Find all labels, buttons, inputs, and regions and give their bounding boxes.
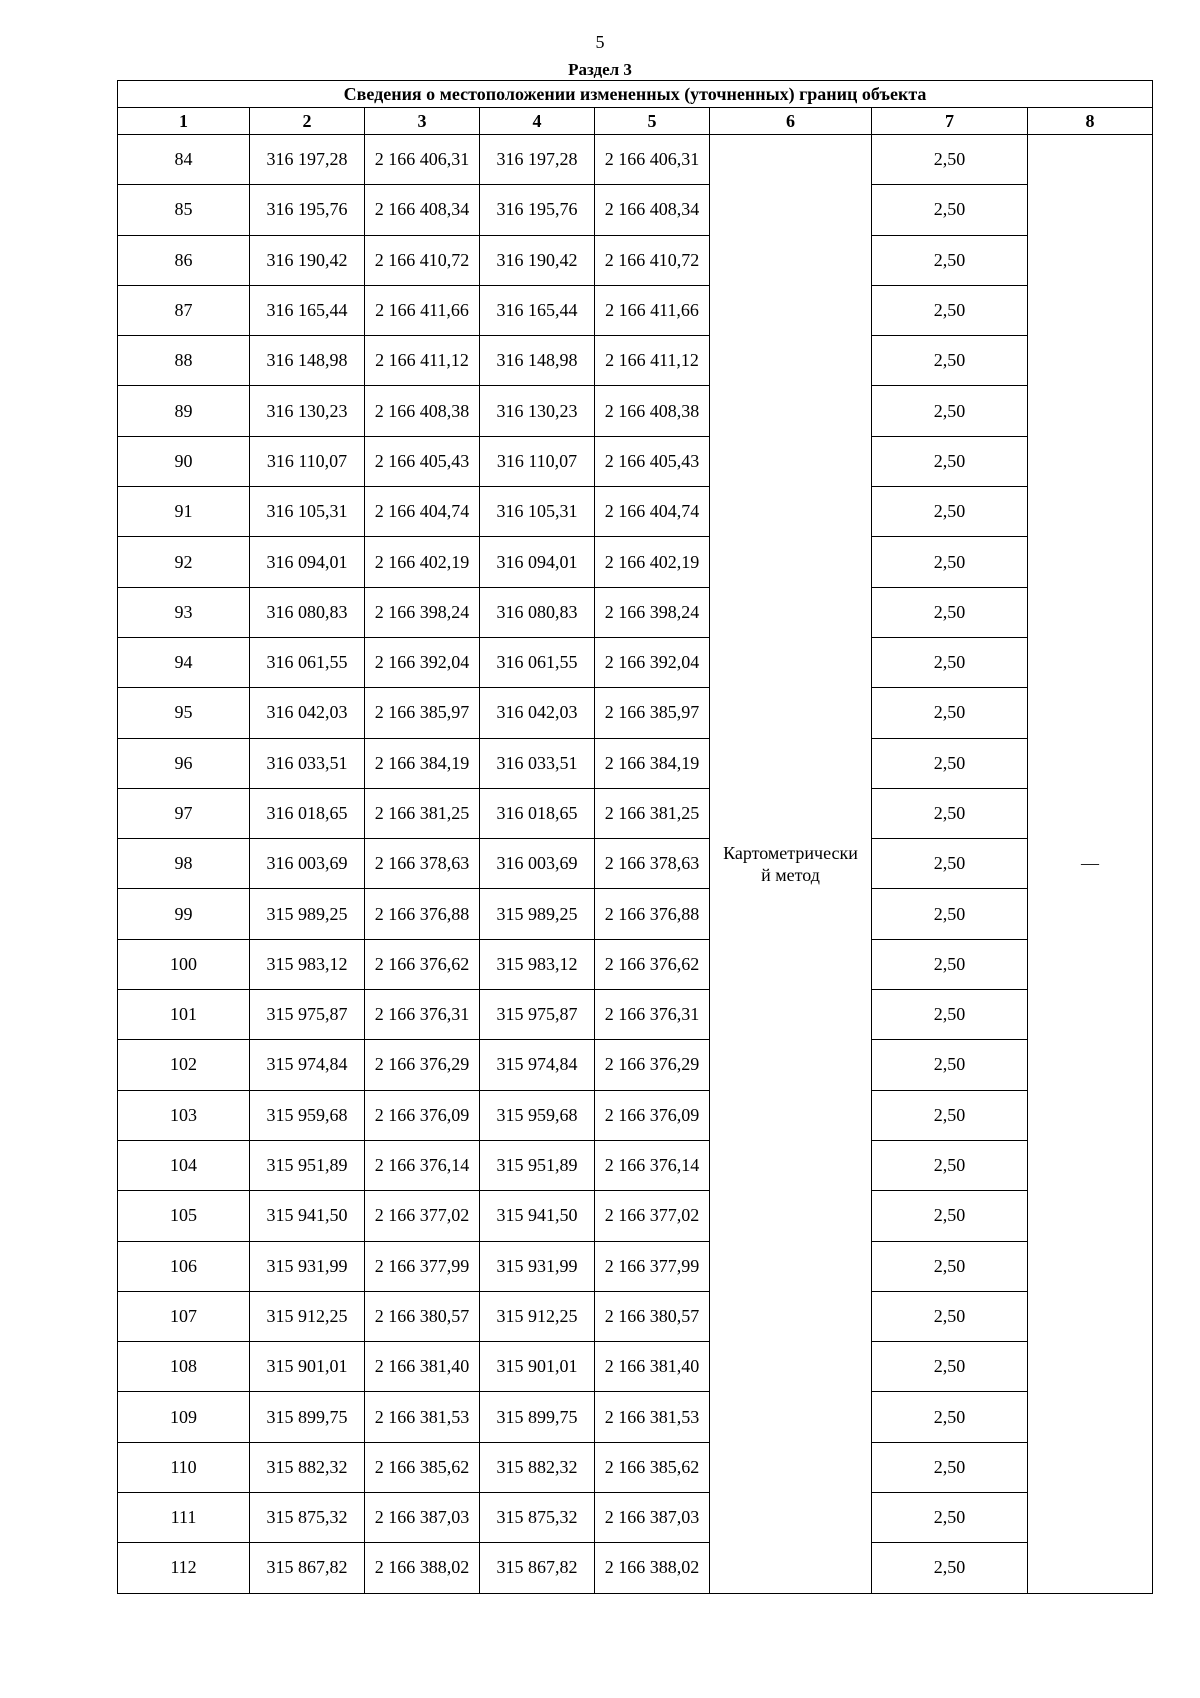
x-new-cell: 315 867,82 <box>480 1543 595 1593</box>
method-cell <box>710 135 872 1594</box>
accuracy-cell: 2,50 <box>872 1140 1028 1190</box>
x-new-cell: 315 974,84 <box>480 1040 595 1090</box>
table-row <box>118 839 1153 889</box>
table-row <box>118 235 1153 285</box>
table-row <box>118 939 1153 989</box>
x-new-cell: 316 003,69 <box>480 839 595 889</box>
accuracy-cell: 2,50 <box>872 1291 1028 1341</box>
x-old-cell: 315 941,50 <box>250 1191 365 1241</box>
y-new-cell: 2 166 381,53 <box>595 1392 710 1442</box>
y-new-cell: 2 166 377,02 <box>595 1191 710 1241</box>
x-old-cell: 316 195,76 <box>250 185 365 235</box>
x-new-cell: 316 061,55 <box>480 637 595 687</box>
column-number: 6 <box>710 108 872 135</box>
y-old-cell: 2 166 376,29 <box>365 1040 480 1090</box>
point-number-cell: 105 <box>118 1191 250 1241</box>
point-number-cell: 94 <box>118 637 250 687</box>
x-new-cell: 316 080,83 <box>480 587 595 637</box>
y-old-cell: 2 166 377,02 <box>365 1191 480 1241</box>
boundary-table <box>117 80 1153 1594</box>
y-old-cell: 2 166 376,09 <box>365 1090 480 1140</box>
x-old-cell: 316 080,83 <box>250 587 365 637</box>
x-old-cell: 315 912,25 <box>250 1291 365 1341</box>
accuracy-cell: 2,50 <box>872 839 1028 889</box>
accuracy-cell: 2,50 <box>872 1241 1028 1291</box>
accuracy-cell: 2,50 <box>872 587 1028 637</box>
point-number-cell: 98 <box>118 839 250 889</box>
x-new-cell: 315 912,25 <box>480 1291 595 1341</box>
column-number: 2 <box>250 108 365 135</box>
page-number: 5 <box>595 32 605 52</box>
y-old-cell: 2 166 408,38 <box>365 386 480 436</box>
x-old-cell: 316 094,01 <box>250 537 365 587</box>
y-old-cell: 2 166 411,12 <box>365 336 480 386</box>
y-old-cell: 2 166 381,53 <box>365 1392 480 1442</box>
x-new-cell: 316 094,01 <box>480 537 595 587</box>
y-new-cell: 2 166 404,74 <box>595 487 710 537</box>
x-new-cell: 316 165,44 <box>480 285 595 335</box>
x-old-cell: 315 975,87 <box>250 990 365 1040</box>
accuracy-cell: 2,50 <box>872 285 1028 335</box>
y-new-cell: 2 166 392,04 <box>595 637 710 687</box>
y-new-cell: 2 166 384,19 <box>595 738 710 788</box>
point-number-cell: 86 <box>118 235 250 285</box>
table-row <box>118 1241 1153 1291</box>
table-row <box>118 1493 1153 1543</box>
y-new-cell: 2 166 376,88 <box>595 889 710 939</box>
y-old-cell: 2 166 387,03 <box>365 1493 480 1543</box>
table-row <box>118 1191 1153 1241</box>
point-number-cell: 110 <box>118 1442 250 1492</box>
table-row <box>118 135 1153 185</box>
y-new-cell: 2 166 381,40 <box>595 1342 710 1392</box>
accuracy-cell: 2,50 <box>872 235 1028 285</box>
table-row <box>118 738 1153 788</box>
y-old-cell: 2 166 406,31 <box>365 135 480 185</box>
point-number-cell: 84 <box>118 135 250 185</box>
accuracy-cell: 2,50 <box>872 537 1028 587</box>
x-new-cell: 316 018,65 <box>480 788 595 838</box>
y-old-cell: 2 166 411,66 <box>365 285 480 335</box>
point-number-cell: 111 <box>118 1493 250 1543</box>
x-new-cell: 315 901,01 <box>480 1342 595 1392</box>
point-number-cell: 106 <box>118 1241 250 1291</box>
x-old-cell: 316 003,69 <box>250 839 365 889</box>
column-number: 8 <box>1028 108 1153 135</box>
accuracy-cell: 2,50 <box>872 788 1028 838</box>
accuracy-cell: 2,50 <box>872 1090 1028 1140</box>
table-row <box>118 1543 1153 1593</box>
x-old-cell: 316 105,31 <box>250 487 365 537</box>
x-new-cell: 315 975,87 <box>480 990 595 1040</box>
y-old-cell: 2 166 376,14 <box>365 1140 480 1190</box>
x-old-cell: 316 042,03 <box>250 688 365 738</box>
accuracy-cell: 2,50 <box>872 135 1028 185</box>
y-new-cell: 2 166 376,09 <box>595 1090 710 1140</box>
table-row <box>118 1342 1153 1392</box>
y-new-cell: 2 166 377,99 <box>595 1241 710 1291</box>
y-old-cell: 2 166 410,72 <box>365 235 480 285</box>
y-old-cell: 2 166 381,25 <box>365 788 480 838</box>
x-new-cell: 316 042,03 <box>480 688 595 738</box>
x-new-cell: 315 941,50 <box>480 1191 595 1241</box>
point-number-cell: 102 <box>118 1040 250 1090</box>
table-row <box>118 1291 1153 1341</box>
point-number-cell: 99 <box>118 889 250 939</box>
x-old-cell: 316 165,44 <box>250 285 365 335</box>
table-title-row <box>118 81 1153 108</box>
x-new-cell: 316 148,98 <box>480 336 595 386</box>
accuracy-cell: 2,50 <box>872 939 1028 989</box>
x-new-cell: 315 959,68 <box>480 1090 595 1140</box>
accuracy-cell: 2,50 <box>872 738 1028 788</box>
accuracy-cell: 2,50 <box>872 1040 1028 1090</box>
x-new-cell: 315 951,89 <box>480 1140 595 1190</box>
x-old-cell: 316 061,55 <box>250 637 365 687</box>
table-row <box>118 889 1153 939</box>
y-new-cell: 2 166 385,97 <box>595 688 710 738</box>
table-row <box>118 1392 1153 1442</box>
point-number-cell: 112 <box>118 1543 250 1593</box>
y-new-cell: 2 166 385,62 <box>595 1442 710 1492</box>
method-text-line1: Картометрически <box>723 842 858 863</box>
table-row <box>118 185 1153 235</box>
y-old-cell: 2 166 381,40 <box>365 1342 480 1392</box>
point-number-cell: 103 <box>118 1090 250 1140</box>
table-row <box>118 788 1153 838</box>
table-row <box>118 537 1153 587</box>
y-new-cell: 2 166 380,57 <box>595 1291 710 1341</box>
x-old-cell: 316 197,28 <box>250 135 365 185</box>
point-number-cell: 93 <box>118 587 250 637</box>
x-old-cell: 316 130,23 <box>250 386 365 436</box>
table-row <box>118 990 1153 1040</box>
x-new-cell: 315 875,32 <box>480 1493 595 1543</box>
accuracy-cell: 2,50 <box>872 336 1028 386</box>
column-number: 5 <box>595 108 710 135</box>
point-number-cell: 89 <box>118 386 250 436</box>
table-row <box>118 436 1153 486</box>
x-new-cell: 315 899,75 <box>480 1392 595 1442</box>
point-number-cell: 109 <box>118 1392 250 1442</box>
y-old-cell: 2 166 385,62 <box>365 1442 480 1492</box>
accuracy-cell: 2,50 <box>872 1392 1028 1442</box>
x-new-cell: 315 983,12 <box>480 939 595 989</box>
table-row <box>118 386 1153 436</box>
table-row <box>118 587 1153 637</box>
table-row <box>118 336 1153 386</box>
section-heading: Раздел 3 <box>568 60 632 79</box>
y-old-cell: 2 166 377,99 <box>365 1241 480 1291</box>
x-old-cell: 315 959,68 <box>250 1090 365 1140</box>
x-old-cell: 315 989,25 <box>250 889 365 939</box>
method-text-line2: й метод <box>761 864 820 885</box>
table-row <box>118 487 1153 537</box>
y-old-cell: 2 166 408,34 <box>365 185 480 235</box>
y-new-cell: 2 166 411,12 <box>595 336 710 386</box>
point-number-cell: 90 <box>118 436 250 486</box>
y-old-cell: 2 166 376,62 <box>365 939 480 989</box>
point-number-cell: 95 <box>118 688 250 738</box>
x-new-cell: 316 195,76 <box>480 185 595 235</box>
y-new-cell: 2 166 402,19 <box>595 537 710 587</box>
accuracy-cell: 2,50 <box>872 487 1028 537</box>
accuracy-cell: 2,50 <box>872 185 1028 235</box>
x-new-cell: 316 130,23 <box>480 386 595 436</box>
y-new-cell: 2 166 387,03 <box>595 1493 710 1543</box>
column-number: 7 <box>872 108 1028 135</box>
x-new-cell: 316 197,28 <box>480 135 595 185</box>
y-new-cell: 2 166 408,38 <box>595 386 710 436</box>
x-new-cell: 316 033,51 <box>480 738 595 788</box>
point-number-cell: 85 <box>118 185 250 235</box>
table-row <box>118 1442 1153 1492</box>
x-old-cell: 315 901,01 <box>250 1342 365 1392</box>
accuracy-cell: 2,50 <box>872 386 1028 436</box>
point-number-cell: 96 <box>118 738 250 788</box>
y-new-cell: 2 166 405,43 <box>595 436 710 486</box>
point-number-cell: 92 <box>118 537 250 587</box>
x-old-cell: 315 875,32 <box>250 1493 365 1543</box>
y-new-cell: 2 166 381,25 <box>595 788 710 838</box>
column-number: 1 <box>118 108 250 135</box>
table-body <box>118 135 1153 1594</box>
y-old-cell: 2 166 384,19 <box>365 738 480 788</box>
table-row <box>118 1090 1153 1140</box>
y-old-cell: 2 166 385,97 <box>365 688 480 738</box>
accuracy-cell: 2,50 <box>872 436 1028 486</box>
x-new-cell: 316 190,42 <box>480 235 595 285</box>
point-number-cell: 91 <box>118 487 250 537</box>
y-new-cell: 2 166 376,62 <box>595 939 710 989</box>
x-new-cell: 315 989,25 <box>480 889 595 939</box>
x-new-cell: 315 931,99 <box>480 1241 595 1291</box>
x-old-cell: 315 882,32 <box>250 1442 365 1492</box>
point-number-cell: 101 <box>118 990 250 1040</box>
point-number-cell: 104 <box>118 1140 250 1190</box>
y-new-cell: 2 166 376,31 <box>595 990 710 1040</box>
y-old-cell: 2 166 376,88 <box>365 889 480 939</box>
y-old-cell: 2 166 404,74 <box>365 487 480 537</box>
y-new-cell: 2 166 376,29 <box>595 1040 710 1090</box>
x-old-cell: 315 931,99 <box>250 1241 365 1291</box>
y-old-cell: 2 166 378,63 <box>365 839 480 889</box>
accuracy-cell: 2,50 <box>872 1191 1028 1241</box>
point-number-cell: 97 <box>118 788 250 838</box>
y-old-cell: 2 166 376,31 <box>365 990 480 1040</box>
y-new-cell: 2 166 408,34 <box>595 185 710 235</box>
y-new-cell: 2 166 411,66 <box>595 285 710 335</box>
x-old-cell: 315 974,84 <box>250 1040 365 1090</box>
x-old-cell: 316 033,51 <box>250 738 365 788</box>
x-old-cell: 315 951,89 <box>250 1140 365 1190</box>
table-row <box>118 1140 1153 1190</box>
point-number-cell: 108 <box>118 1342 250 1392</box>
point-number-cell: 87 <box>118 285 250 335</box>
y-old-cell: 2 166 388,02 <box>365 1543 480 1593</box>
point-number-cell: 88 <box>118 336 250 386</box>
y-new-cell: 2 166 376,14 <box>595 1140 710 1190</box>
y-old-cell: 2 166 405,43 <box>365 436 480 486</box>
y-new-cell: 2 166 388,02 <box>595 1543 710 1593</box>
table-row <box>118 688 1153 738</box>
x-old-cell: 315 983,12 <box>250 939 365 989</box>
y-old-cell: 2 166 398,24 <box>365 587 480 637</box>
accuracy-cell: 2,50 <box>872 1342 1028 1392</box>
x-new-cell: 316 105,31 <box>480 487 595 537</box>
accuracy-cell: 2,50 <box>872 1442 1028 1492</box>
accuracy-cell: 2,50 <box>872 1543 1028 1593</box>
y-old-cell: 2 166 402,19 <box>365 537 480 587</box>
x-new-cell: 315 882,32 <box>480 1442 595 1492</box>
accuracy-cell: 2,50 <box>872 889 1028 939</box>
x-old-cell: 315 899,75 <box>250 1392 365 1442</box>
accuracy-cell: 2,50 <box>872 688 1028 738</box>
x-old-cell: 316 018,65 <box>250 788 365 838</box>
x-old-cell: 316 110,07 <box>250 436 365 486</box>
column-number: 3 <box>365 108 480 135</box>
table-row <box>118 285 1153 335</box>
y-new-cell: 2 166 398,24 <box>595 587 710 637</box>
x-old-cell: 316 190,42 <box>250 235 365 285</box>
note-cell: — <box>1028 135 1153 1594</box>
y-new-cell: 2 166 406,31 <box>595 135 710 185</box>
y-old-cell: 2 166 392,04 <box>365 637 480 687</box>
column-number-row <box>118 108 1153 135</box>
y-new-cell: 2 166 378,63 <box>595 839 710 889</box>
table-title: Сведения о местоположении измененных (уточненных) границ объекта <box>118 81 1153 108</box>
table-row <box>118 1040 1153 1090</box>
point-number-cell: 107 <box>118 1291 250 1341</box>
y-old-cell: 2 166 380,57 <box>365 1291 480 1341</box>
table-row <box>118 637 1153 687</box>
column-number: 4 <box>480 108 595 135</box>
x-new-cell: 316 110,07 <box>480 436 595 486</box>
accuracy-cell: 2,50 <box>872 1493 1028 1543</box>
accuracy-cell: 2,50 <box>872 637 1028 687</box>
accuracy-cell: 2,50 <box>872 990 1028 1040</box>
y-new-cell: 2 166 410,72 <box>595 235 710 285</box>
x-old-cell: 315 867,82 <box>250 1543 365 1593</box>
point-number-cell: 100 <box>118 939 250 989</box>
x-old-cell: 316 148,98 <box>250 336 365 386</box>
